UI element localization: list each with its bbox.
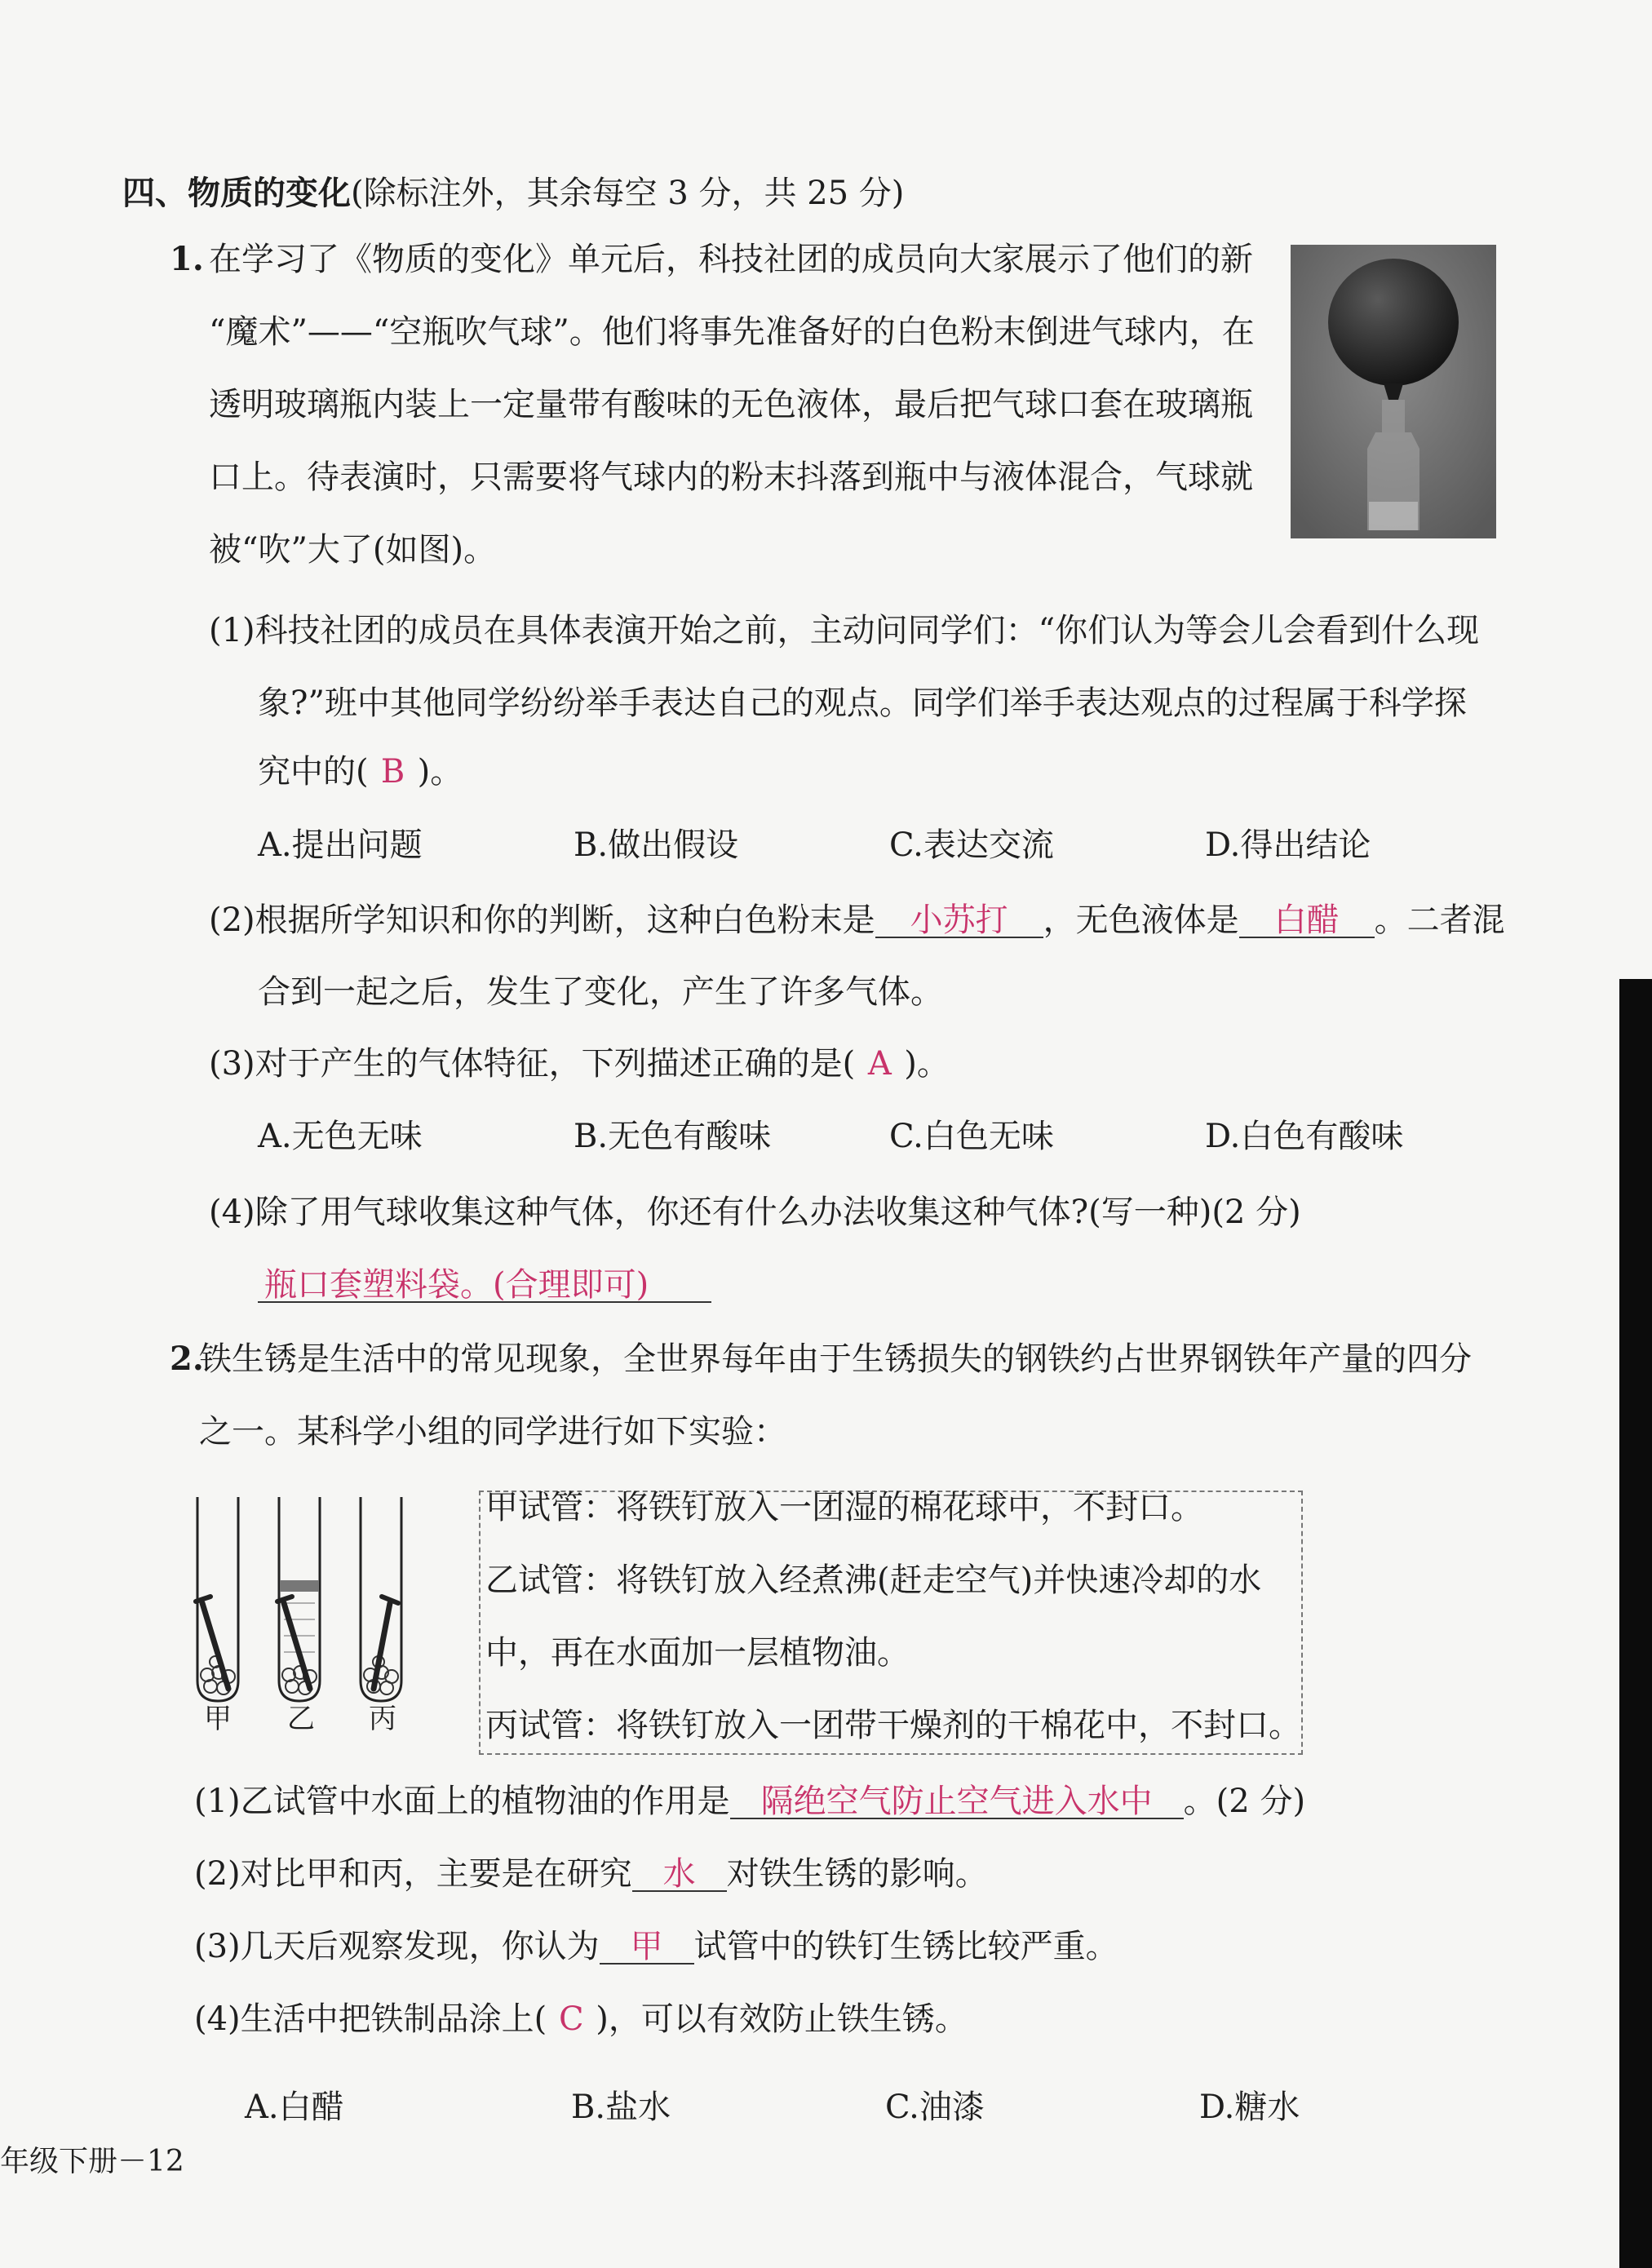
q2-s3-line: (3)几天后观察发现，你认为 甲 试管中的铁钉生锈比较严重。 (194, 1928, 1118, 1965)
q1-s2-line-1: (2)根据所学知识和你的判断，这种白色粉末是 小苏打 ，无色液体是 白醋 。二者混 (209, 901, 1505, 939)
q2-s4-line: (4)生活中把铁制品涂上( C )，可以有效防止铁生锈。 (194, 2000, 968, 2038)
q2-intro-line-2: 之一。某科学小组的同学进行如下实验： (199, 1413, 786, 1451)
q1-intro-line-2: “魔术”——“空瓶吹气球”。他们将事先准备好的白色粉末倒进气球内，在 (209, 313, 1255, 351)
q2-s1-line: (1)乙试管中水面上的植物油的作用是 隔绝空气防止空气进入水中 。(2 分) (194, 1783, 1306, 1820)
q2-s4-option-b: B.盐水 (571, 2089, 671, 2126)
q2-s3-answer: 甲 (600, 1930, 694, 1965)
q1-s3-option-b: B.无色有酸味 (574, 1118, 772, 1155)
q1-intro-line-4: 口上。待表演时，只需要将气球内的粉末抖落到瓶中与液体混合，气球就 (209, 458, 1253, 496)
q1-s4-answer-line (258, 1266, 711, 1304)
box-line-bing: 丙试管：将铁钉放入一团带干燥剂的干棉花中，不封口。 (485, 1707, 1301, 1744)
q2-s1-answer: 隔绝空气防止空气进入水中 (730, 1785, 1184, 1819)
tube-yi (277, 1497, 320, 1701)
q2-number: 2. (170, 1340, 204, 1378)
box-line-yi-1: 乙试管：将铁钉放入经煮沸(赶走空气)并快速冷却的水 (485, 1561, 1262, 1599)
q1-s3-line: (3)对于产生的气体特征，下列描述正确的是( A )。 (209, 1045, 950, 1083)
q1-s3-answer: A (867, 1045, 892, 1083)
box-line-jia: 甲试管：将铁钉放入一团湿的棉花球中，不封口。 (485, 1489, 1203, 1526)
q1-number: 1. (170, 240, 204, 278)
q1-s4-answer: 瓶口套塑料袋。(合理即可) (258, 1269, 711, 1303)
q1-intro-line-3: 透明玻璃瓶内装上一定量带有酸味的无色液体，最后把气球口套在玻璃瓶 (209, 386, 1253, 423)
tube-jia (196, 1497, 238, 1701)
box-line-yi-2: 中，再在水面加一层植物油。 (485, 1634, 910, 1672)
q1-s1-answer: B (380, 753, 405, 791)
page-footer: 年级下册－12 (0, 2145, 184, 2178)
q2-s2-answer: 水 (632, 1858, 727, 1892)
section-title-text: 四、物质的变化 (122, 174, 351, 212)
q1-s2-answer-liquid: 白醋 (1239, 904, 1375, 938)
section-title (122, 167, 904, 214)
q1-s1-option-b: B.做出假设 (574, 826, 739, 864)
q2-intro-line-1: 铁生锈是生活中的常见现象，全世界每年由于生锈损失的钢铁约占世界钢铁年产量的四分 (199, 1340, 1472, 1378)
balloon-bottle-illustration (1291, 245, 1496, 538)
q1-s1-option-c: C.表达交流 (889, 826, 1054, 864)
q1-s1-line-1: (1)科技社团的成员在具体表演开始之前，主动问同学们：“你们认为等会儿会看到什么现 (209, 612, 1480, 649)
q1-s1-line-2: 象?”班中其他同学纷纷举手表达自己的观点。同学们举手表达观点的过程属于科学探 (258, 684, 1467, 722)
q1-s3-option-a: A.无色无味 (258, 1118, 423, 1155)
tube-label-jia: 甲 (204, 1703, 232, 1735)
q2-s4-answer: C (558, 2000, 584, 2038)
q1-s3-option-d: D.白色有酸味 (1205, 1118, 1404, 1155)
tube-label-yi: 乙 (287, 1703, 315, 1735)
q1-s1-option-d: D.得出结论 (1205, 826, 1371, 864)
q2-s4-option-a: A.白醋 (245, 2089, 344, 2126)
scan-edge-shadow (1619, 979, 1652, 2268)
q1-s2-answer-powder: 小苏打 (875, 904, 1043, 938)
balloon-bottle-photo (1291, 245, 1496, 538)
q1-intro-line-1: 在学习了《物质的变化》单元后，科技社团的成员向大家展示了他们的新 (209, 241, 1253, 278)
q1-s3-option-c: C.白色无味 (889, 1118, 1054, 1155)
tube-bing (361, 1497, 401, 1701)
balloon (1328, 259, 1459, 386)
q1-s1-line-3: 究中的( B )。 (258, 753, 463, 791)
q1-s1-option-a: A.提出问题 (258, 826, 423, 864)
section-score-note: (除标注外，其余每空 3 分，共 25 分) (351, 175, 905, 212)
tube-label-bing: 丙 (369, 1703, 396, 1735)
q2-s4-option-d: D.糖水 (1199, 2089, 1300, 2126)
q2-s4-option-c: C.油漆 (885, 2089, 985, 2126)
q1-intro-line-5: 被“吹”大了(如图)。 (209, 531, 497, 569)
q1-s4-question: (4)除了用气球收集这种气体，你还有什么办法收集这种气体?(写一种)(2 分) (209, 1194, 1301, 1231)
q1-s2-line-2: 合到一起之后，发生了变化，产生了许多气体。 (258, 973, 943, 1011)
q2-s2-line: (2)对比甲和丙，主要是在研究 水 对铁生锈的影响。 (194, 1855, 988, 1893)
